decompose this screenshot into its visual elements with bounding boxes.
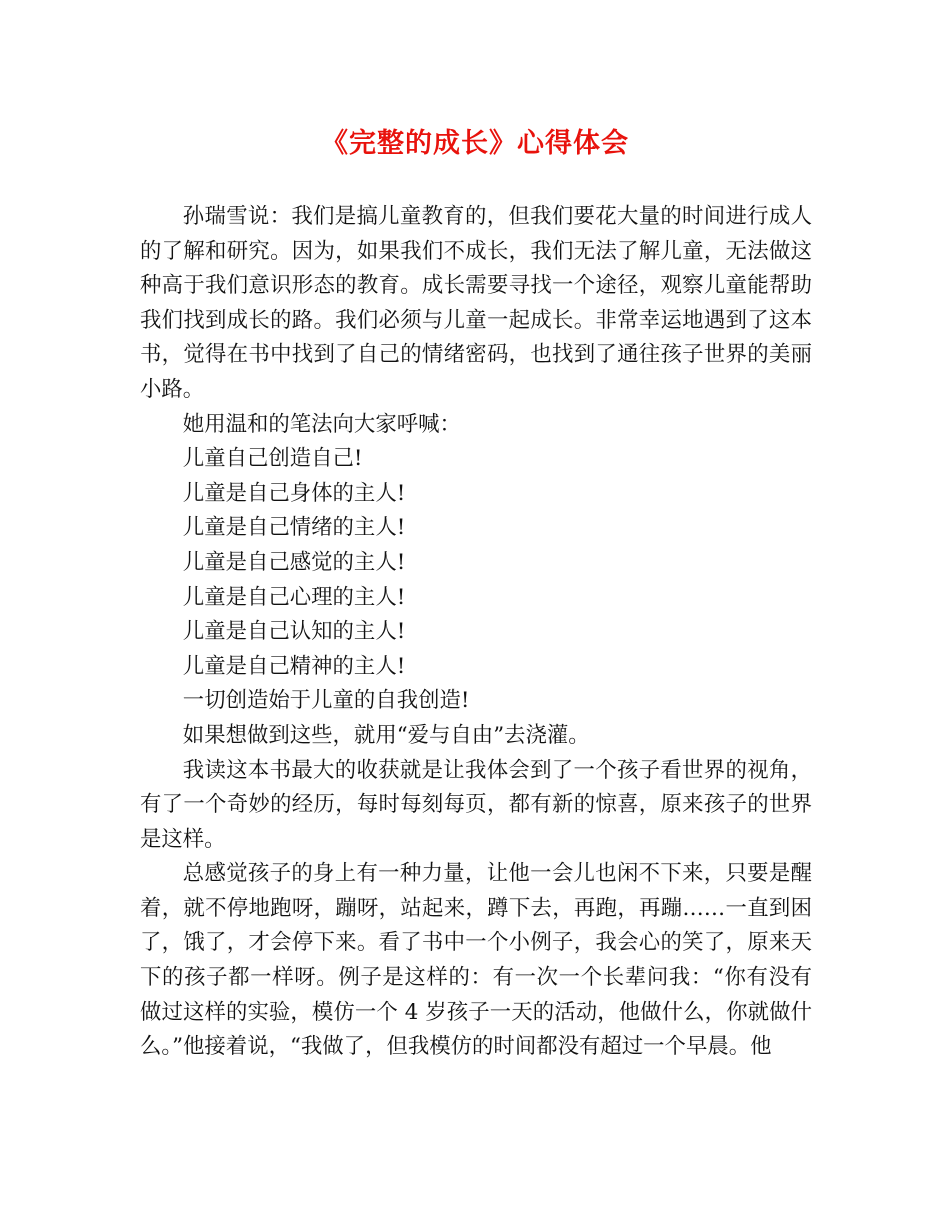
paragraph-slogan-4: 儿童是自己感觉的主人! [182, 549, 406, 575]
paragraph-slogan-2: 儿童是自己身体的主人! [182, 480, 406, 506]
paragraph-harvest: 我读这本书最大的收获就是让我体会到了一个孩子看世界的视角，有了一个奇妙的经历，每时每刻每页，都有新的惊喜，原来孩子的世界是这样。 [140, 757, 812, 852]
paragraph-example: 总感觉孩子的身上有一种力量，让他一会儿也闲不下来，只要是醒着，就不停地跑呀，蹦呀，站起来，蹲下去，再跑，再蹦……一直到困了，饿了，才会停下来。看了书中一个小例子，我会心的笑了，原来天下的孩子都一样呀。例子是这样的：有一次一个长辈问我：“你有没有做过这样的实验，模仿一个 4 岁孩子一天的活动，他做什么，你就做什么。”他接着说，“我做了，但我模仿的时间都没有超过一个早晨。他 [140, 861, 812, 1060]
paragraph-slogan-3: 儿童是自己情绪的主人! [182, 515, 406, 541]
paragraph-slogan-5: 儿童是自己心理的主人! [182, 584, 406, 610]
paragraph-love-freedom: 如果想做到这些，就用“爱与自由”去浇灌。 [182, 722, 590, 748]
paragraph-slogan-7: 儿童是自己精神的主人! [182, 653, 406, 679]
document-body [140, 200, 812, 1065]
paragraph-intro: 孙瑞雪说：我们是搞儿童教育的，但我们要花大量的时间进行成人的了解和研究。因为，如果我们不成长，我们无法了解儿童，无法做这种高于我们意识形态的教育。成长需要寻找一个途径，观察儿童能帮助我们找到成长的路。我们必须与儿童一起成长。非常幸运地遇到了这本书，觉得在书中找到了自己的情绪密码，也找到了通往孩子世界的美丽小路。 [140, 204, 812, 402]
paragraph-slogan-1: 儿童自己创造自己! [182, 446, 363, 472]
paragraph-call: 她用温和的笔法向大家呼喊： [182, 411, 461, 437]
paragraph-slogan-8: 一切创造始于儿童的自我创造! [182, 688, 470, 714]
document-title: 《完整的成长》心得体会 [321, 128, 629, 159]
paragraph-slogan-6: 儿童是自己认知的主人! [182, 619, 406, 645]
